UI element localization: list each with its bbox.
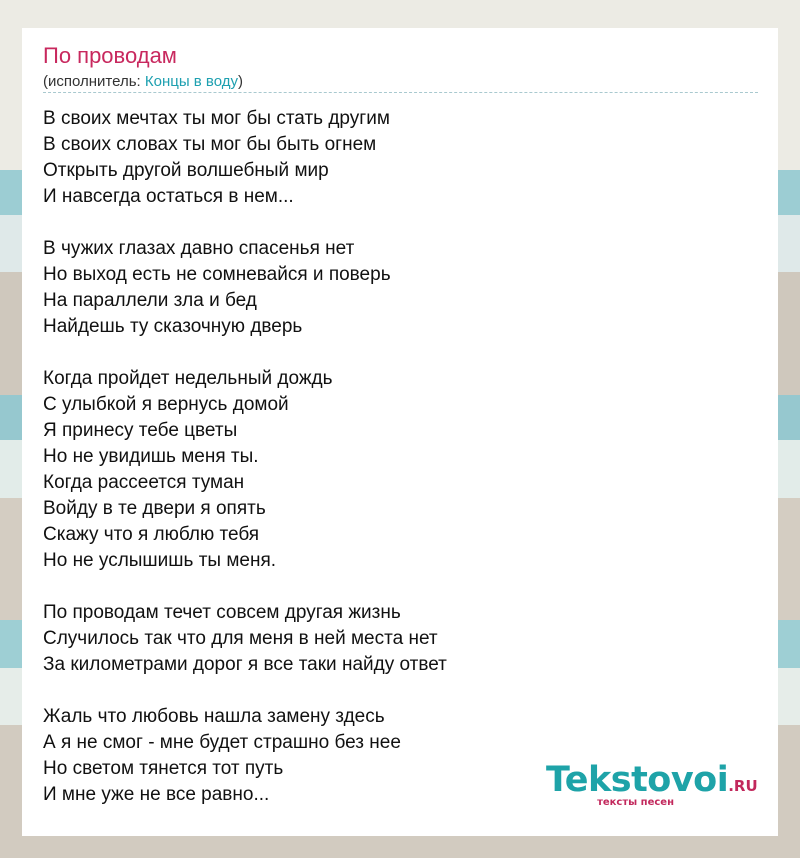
lyric-line: А я не смог - мне будет страшно без нее bbox=[43, 732, 401, 753]
artist-line bbox=[43, 73, 243, 90]
lyric-line: Войду в те двери я опять bbox=[43, 498, 266, 519]
stanza-gap bbox=[43, 210, 447, 236]
lyric-line: В своих словах ты мог бы быть огнем bbox=[43, 134, 377, 155]
logo-domain-suffix: .RU bbox=[728, 777, 758, 795]
lyric-line: С улыбкой я вернусь домой bbox=[43, 394, 289, 415]
lyric-line: Но выход есть не сомневайся и поверь bbox=[43, 264, 391, 285]
lyric-line: Когда пройдет недельный дождь bbox=[43, 368, 333, 389]
logo-wordmark: Tekstovoi bbox=[546, 760, 729, 800]
lyric-line: Но светом тянется тот путь bbox=[43, 758, 284, 779]
lyric-line: Когда рассеется туман bbox=[43, 472, 245, 493]
lyric-line: За километрами дорог я все таки найду ответ bbox=[43, 654, 447, 675]
lyric-line: Но не увидишь меня ты. bbox=[43, 446, 259, 467]
lyric-line: Я принесу тебе цветы bbox=[43, 420, 238, 441]
lyric-line: Жаль что любовь нашла замену здесь bbox=[43, 706, 385, 727]
lyric-line: В своих мечтах ты мог бы стать другим bbox=[43, 108, 390, 129]
artist-prefix: (исполнитель: bbox=[43, 73, 145, 90]
dashed-divider bbox=[43, 92, 758, 93]
site-logo[interactable] bbox=[546, 760, 758, 800]
lyric-line: По проводам течет совсем другая жизнь bbox=[43, 602, 401, 623]
lyric-line: Случилось так что для меня в ней места нет bbox=[43, 628, 438, 649]
logo-tagline: тексты песен bbox=[597, 797, 674, 808]
artist-link[interactable]: Концы в воду bbox=[144, 73, 238, 90]
lyric-line: В чужих глазах давно спасенья нет bbox=[43, 238, 355, 259]
artist-suffix: ) bbox=[237, 73, 243, 90]
song-title: По проводам bbox=[43, 43, 177, 68]
lyrics-body bbox=[43, 106, 447, 808]
stanza-gap bbox=[43, 340, 447, 366]
lyric-line: Найдешь ту сказочную дверь bbox=[43, 316, 303, 337]
lyric-line: И навсегда остаться в нем... bbox=[43, 186, 294, 207]
lyric-line: На параллели зла и бед bbox=[43, 290, 257, 311]
lyric-line: И мне уже не все равно... bbox=[43, 784, 270, 805]
lyric-line: Открыть другой волшебный мир bbox=[43, 160, 329, 181]
lyrics-card bbox=[22, 28, 778, 836]
lyric-line: Но не услышишь ты меня. bbox=[43, 550, 277, 571]
stanza-gap bbox=[43, 678, 447, 704]
lyric-line: Скажу что я люблю тебя bbox=[43, 524, 260, 545]
stanza-gap bbox=[43, 574, 447, 600]
